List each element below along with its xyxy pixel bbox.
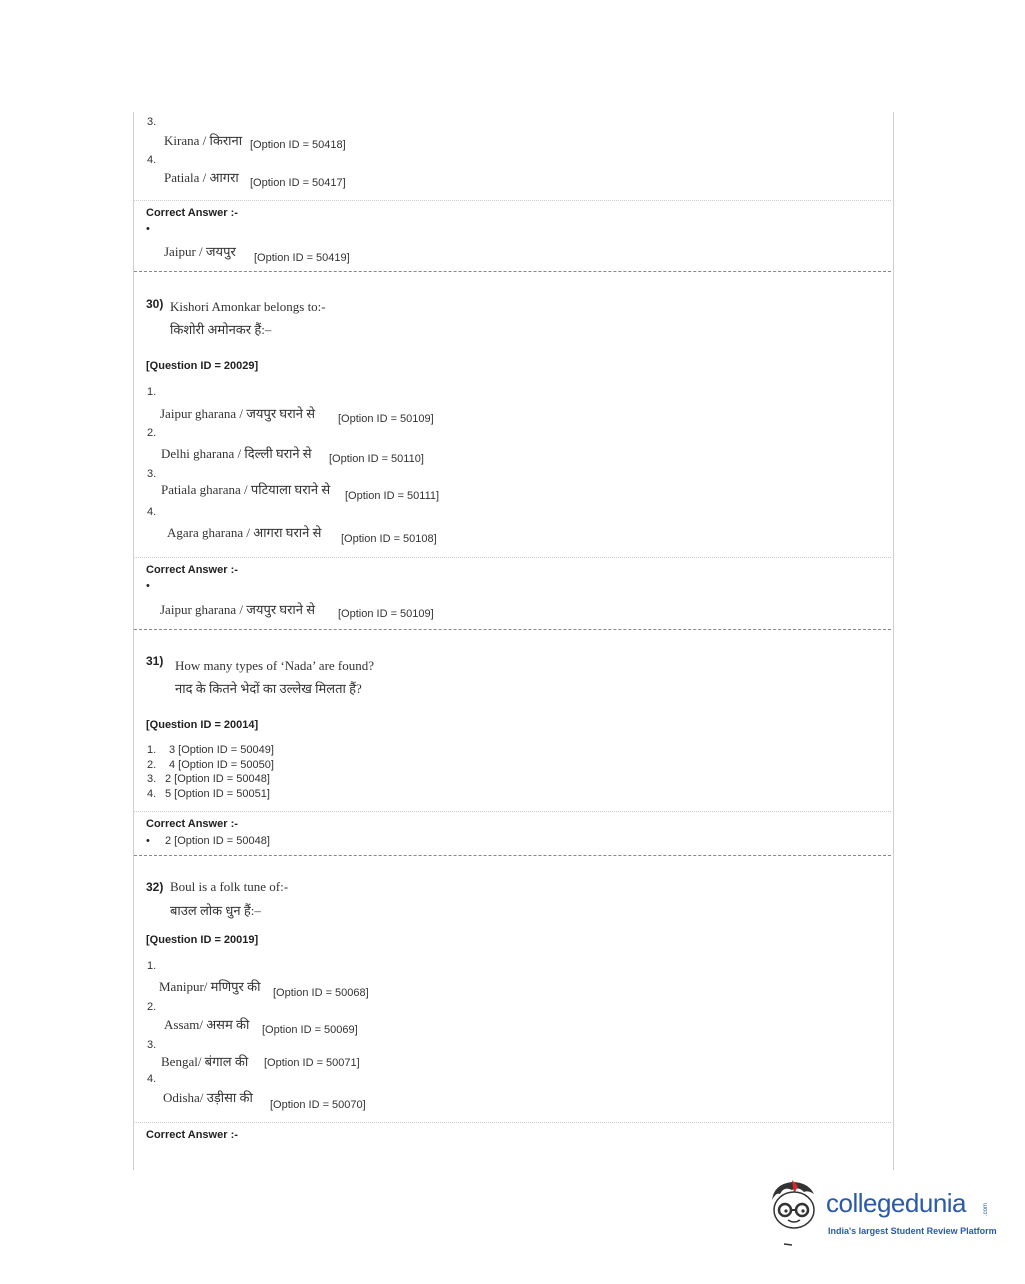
- option-id: [Option ID = 50108]: [341, 533, 437, 545]
- option-number: 2.: [147, 1001, 157, 1013]
- option-number: 4.: [147, 1073, 157, 1085]
- correct-answer-id: [Option ID = 50109]: [338, 608, 434, 620]
- option-text: 4 [Option ID = 50050]: [169, 759, 274, 771]
- option-row: [147, 759, 274, 771]
- option-id: [Option ID = 50417]: [250, 177, 346, 189]
- option-row: [147, 744, 274, 756]
- option-id: [Option ID = 50109]: [338, 413, 434, 425]
- logo-domain: .com: [983, 1203, 989, 1217]
- correct-answer-text: Jaipur / जयपुर: [164, 244, 236, 259]
- question-number: 30): [146, 297, 164, 311]
- option-text: Assam/ असम की: [164, 1017, 250, 1032]
- question-text-en: How many types of ‘Nada’ are found?: [175, 658, 375, 673]
- option-number: 4.: [147, 788, 157, 800]
- option-number: 1.: [147, 960, 157, 972]
- question-text-hi: नाद के कितने भेदों का उल्लेख मिलता हैं?: [175, 681, 362, 696]
- option-text: 3 [Option ID = 50049]: [169, 744, 274, 756]
- question-text-hi: बाउल लोक धुन हैं:–: [170, 903, 261, 918]
- option-text: 2 [Option ID = 50048]: [165, 773, 270, 785]
- option-text: Patiala / आगरा: [164, 170, 239, 185]
- question-text-hi: किशोरी अमोनकर हैं:–: [170, 322, 272, 337]
- option-number: 4.: [147, 506, 157, 518]
- option-id: [Option ID = 50068]: [273, 987, 369, 999]
- option-number: 2.: [147, 759, 157, 771]
- option-text: Patiala gharana / पटियाला घराने से: [161, 482, 331, 497]
- option-id: [Option ID = 50069]: [262, 1024, 358, 1036]
- option-id: [Option ID = 50111]: [345, 490, 440, 502]
- question-text-en: Kishori Amonkar belongs to:-: [170, 299, 326, 314]
- correct-answer-label: Correct Answer :-: [146, 818, 238, 830]
- divider: [134, 200, 891, 201]
- option-id: [Option ID = 50418]: [250, 139, 346, 151]
- question-text-en: Boul is a folk tune of:-: [170, 879, 289, 894]
- option-row: [147, 788, 270, 800]
- logo-wordmark: collegedunia: [826, 1188, 967, 1218]
- option-number: 3.: [147, 1039, 157, 1051]
- divider: [134, 1122, 891, 1123]
- option-text: Delhi gharana / दिल्ली घराने से: [161, 446, 312, 461]
- option-text: Jaipur gharana / जयपुर घराने से: [160, 406, 316, 421]
- divider: [134, 557, 891, 558]
- correct-answer-label: Correct Answer :-: [146, 207, 238, 219]
- option-number: 4.: [147, 154, 157, 166]
- option-id: [Option ID = 50110]: [329, 453, 424, 465]
- option-text: Odisha/ उड़ीसा की: [163, 1090, 253, 1105]
- question-id: [Question ID = 20014]: [146, 719, 259, 731]
- option-number: 3.: [147, 468, 157, 480]
- option-number: 1.: [147, 386, 157, 398]
- option-row: [147, 773, 270, 785]
- option-number: 3.: [147, 773, 157, 785]
- question-separator: [134, 629, 891, 630]
- divider: [134, 811, 891, 812]
- correct-answer-label: Correct Answer :-: [146, 1129, 238, 1141]
- question-number: 31): [146, 654, 164, 668]
- question-separator: [134, 855, 891, 856]
- option-number: 3.: [147, 116, 157, 128]
- correct-answer-text: Jaipur gharana / जयपुर घराने से: [160, 602, 316, 617]
- question-id: [Question ID = 20019]: [146, 934, 259, 946]
- option-text: Kirana / किराना: [164, 133, 243, 148]
- option-text: Agara gharana / आगरा घराने से: [167, 525, 322, 540]
- option-number: 1.: [147, 744, 157, 756]
- logo-tagline: India's largest Student Review Platform: [828, 1226, 997, 1236]
- question-id: [Question ID = 20029]: [146, 360, 259, 372]
- option-number: 2.: [147, 427, 157, 439]
- correct-answer-id: [Option ID = 50419]: [254, 252, 350, 264]
- question-number: 32): [146, 880, 164, 894]
- correct-answer-text: 2 [Option ID = 50048]: [165, 835, 270, 847]
- question-separator: [134, 271, 891, 272]
- option-text: Manipur/ मणिपुर की: [159, 979, 261, 994]
- bullet: •: [146, 580, 150, 592]
- correct-answer-label: Correct Answer :-: [146, 564, 238, 576]
- bullet: •: [146, 223, 150, 235]
- option-text: 5 [Option ID = 50051]: [165, 788, 270, 800]
- option-id: [Option ID = 50071]: [264, 1057, 360, 1069]
- option-id: [Option ID = 50070]: [270, 1099, 366, 1111]
- bullet: •: [146, 835, 150, 847]
- option-text: Bengal/ बंगाल की: [161, 1054, 249, 1069]
